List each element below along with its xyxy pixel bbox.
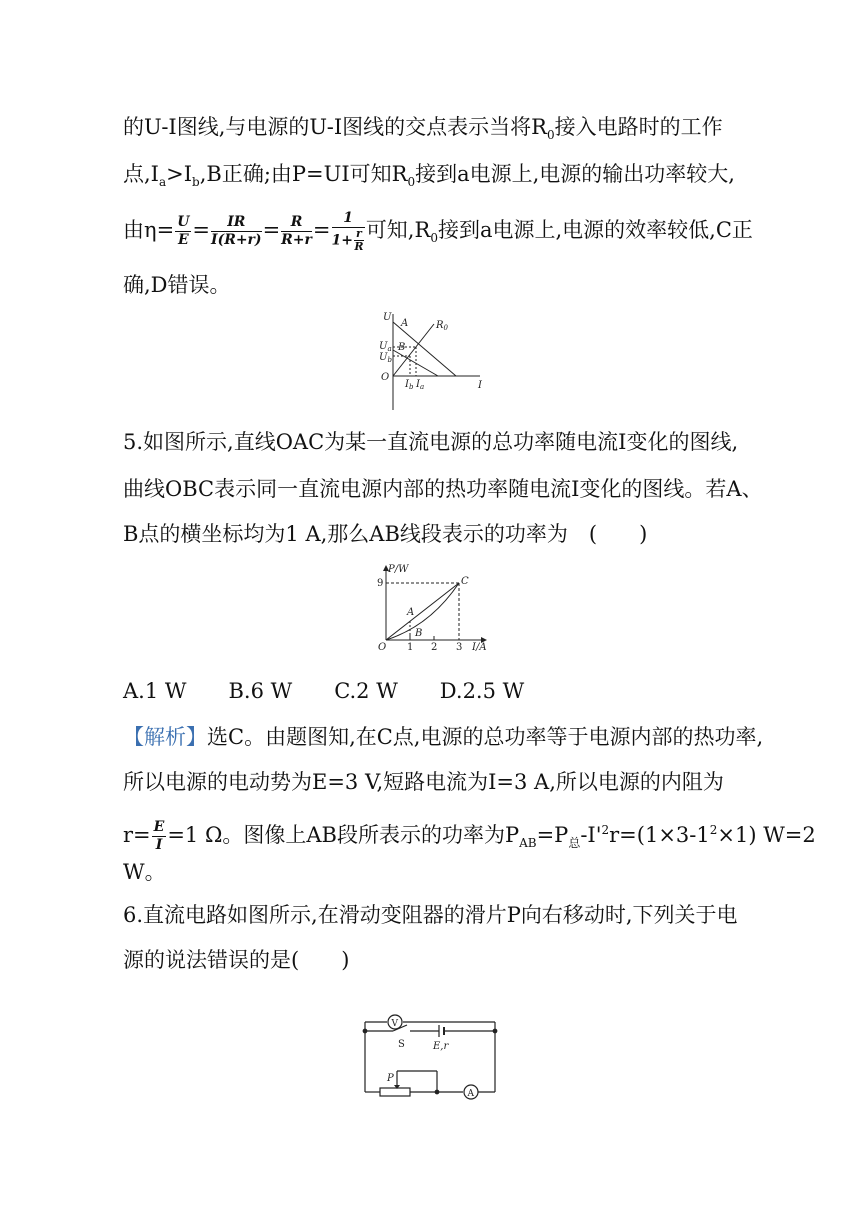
- label-u: U: [383, 312, 392, 323]
- label-ib: $I_b$: [405, 379, 414, 391]
- text: 由η=: [123, 218, 175, 242]
- point-a-label: A: [407, 607, 415, 618]
- text-line: [123, 159, 735, 197]
- text: 接入电路时的工作: [554, 115, 723, 139]
- fraction: 1 1+ $\frac{r}{R}$: [331, 210, 364, 253]
- ui-graph-figure: [368, 310, 492, 414]
- label-b: B: [398, 342, 406, 353]
- label-o: O: [381, 372, 390, 383]
- text: 接到a电源上,电源的输出功率较大,: [415, 162, 735, 186]
- tick-label-2: 2: [431, 642, 438, 653]
- switch-label: S: [398, 1039, 405, 1050]
- subscript: a: [158, 175, 167, 190]
- answer-options: A.1 W B.6 W C.2 W D.2.5 W: [123, 679, 525, 703]
- label-ia: $I_a$: [416, 379, 425, 391]
- analysis-line: W。: [123, 860, 166, 884]
- question-6-line: 6.直流电路如图所示,在滑动变阻器的滑片P向右移动时,下列关于电: [123, 903, 738, 927]
- fraction: $\frac{IR}{I(R+r)}$: [211, 214, 262, 248]
- text: 的U-I图线,与电源的U-I图线的交点表示当将R: [123, 115, 547, 139]
- text: >I: [166, 162, 193, 186]
- fraction: $\frac{U}{E}$: [177, 214, 190, 248]
- label-a: A: [401, 318, 409, 329]
- source-label: E,r: [433, 1041, 449, 1052]
- subscript: 0: [546, 128, 555, 143]
- formula-line: 由η= $\frac{U}{E}$ = $\frac{IR}{I(R+r)}$ = $\frac{R}{R+r}$ = 1 1+ $\frac{r}{R}$ 可知$,R_0$接到a电源上,电源的效率较低,C正: [123, 210, 753, 253]
- power-current-figure: [372, 562, 498, 656]
- junction: [435, 1090, 439, 1094]
- slider-label: P: [387, 1073, 394, 1084]
- origin-label: O: [378, 642, 387, 653]
- point-c-label: C: [461, 576, 469, 587]
- text: 接到a电源上,电源的效率较低,C正: [437, 218, 753, 242]
- text: ,B正确;由P=UI可知R: [199, 162, 408, 186]
- circuit-figure: [355, 1014, 505, 1104]
- tick-label-9: 9: [377, 578, 384, 589]
- question-5-line: 曲线OBC表示同一直流电源内部的热功率随电流I变化的图线。若A、: [123, 477, 763, 501]
- subscript: 0: [430, 231, 438, 246]
- text: 可知,R: [365, 218, 431, 242]
- tick-label-1: 1: [407, 642, 414, 653]
- text-line: 确,D错误。: [123, 273, 231, 297]
- text: 选C。由题图知,在C点,电源的总功率等于电源内部的热功率,: [207, 725, 764, 749]
- fraction: $\frac{R}{R+r}$: [281, 214, 312, 248]
- question-5-line: 5.如图所示,直线OAC为某一直流电源的总功率随电流I变化的图线,: [123, 430, 739, 454]
- analysis-formula-line: r= $\frac{E}{I}$ =1 Ω。图像上AB段所表示的功率为$P_{AB}=P_总-I'^2r=(1\times 3-1^2\times 1)$ W=2: [123, 819, 816, 853]
- label-i: I: [478, 380, 482, 391]
- point-b-label: B: [415, 628, 423, 639]
- fraction: $\frac{E}{I}$: [153, 819, 165, 853]
- text: 点,I: [123, 162, 159, 186]
- voltmeter-label: V: [391, 1019, 398, 1029]
- y-axis-label: P/W: [388, 564, 409, 575]
- rheostat: [380, 1088, 410, 1096]
- subscript: 0: [407, 175, 416, 190]
- analysis-line: 所以电源的电动势为E=3 V,短路电流为I=3 A,所以电源的内阻为: [123, 770, 724, 794]
- question-6-line: 源的说法错误的是( ): [123, 948, 350, 972]
- question-5-line: B点的横坐标均为1 A,那么AB线段表示的功率为 ( ): [123, 522, 648, 546]
- analysis-tag: 【解析】: [123, 725, 207, 749]
- label-ub: $U_b$: [379, 352, 392, 364]
- subscript: b: [192, 175, 200, 190]
- label-ua: $U_a$: [379, 341, 392, 353]
- label-r0: $R_0$: [436, 320, 448, 332]
- analysis-line: [123, 722, 763, 752]
- ammeter-label: A: [467, 1089, 474, 1099]
- text-line: [123, 112, 723, 150]
- line-oac: [386, 583, 459, 640]
- tick-label-3: 3: [456, 642, 463, 653]
- x-axis-label: I/A: [472, 642, 487, 653]
